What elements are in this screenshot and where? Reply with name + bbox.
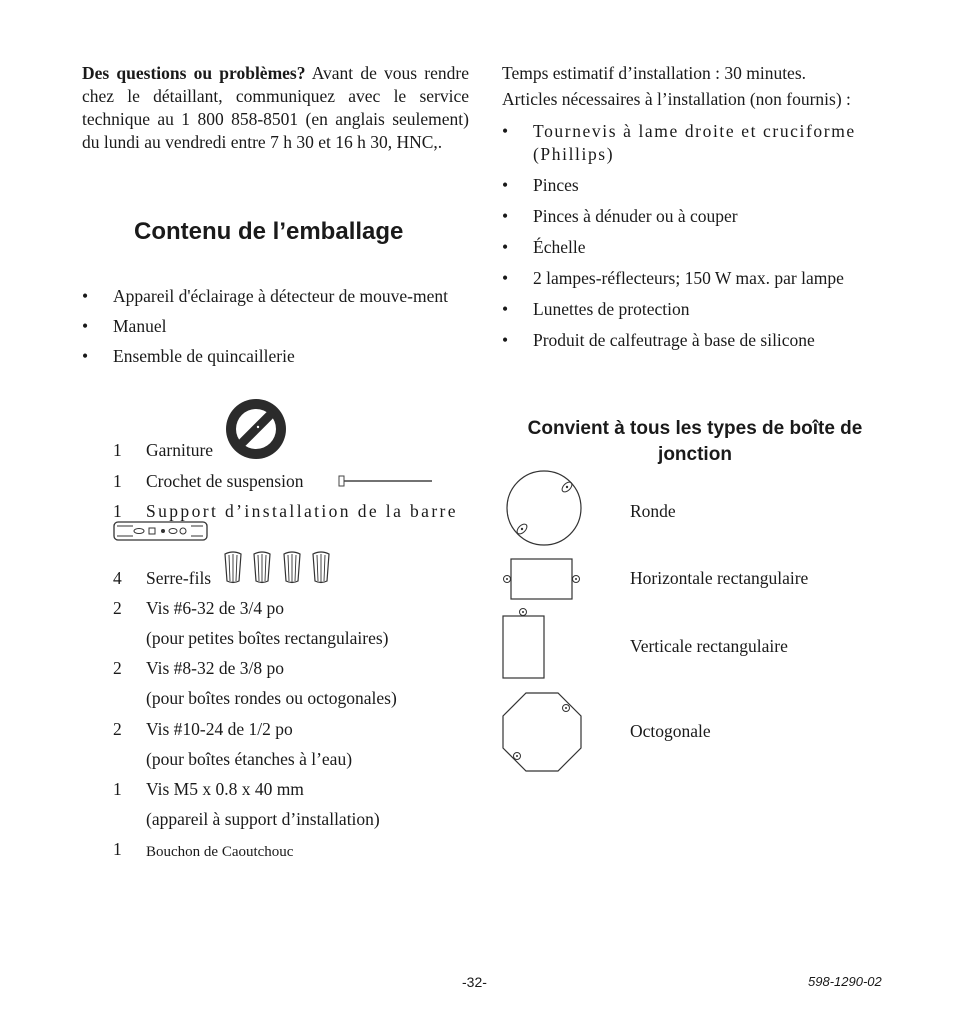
hardware-qty: 1 bbox=[113, 779, 122, 799]
hardware-desc: Support d’installation de la barre bbox=[146, 501, 458, 521]
mounting-bar-icon bbox=[113, 520, 209, 542]
tools-item-text: Tournevis à lame droite et cruciforme (Phillips) bbox=[533, 121, 856, 164]
hardware-qty: 1 bbox=[113, 501, 122, 521]
junction-box-heading: Convient à tous les types de boîte de jonction bbox=[527, 418, 863, 465]
hardware-desc: Bouchon de Caoutchouc bbox=[146, 844, 294, 860]
hardware-desc: Serre-fils bbox=[146, 568, 212, 588]
hardware-desc: Vis #8-32 de 3/8 po bbox=[146, 658, 284, 678]
tools-item: • Pinces à dénuder ou à couper bbox=[502, 205, 892, 228]
hardware-desc: (appareil à support d’installation) bbox=[146, 809, 380, 829]
hanging-hook-icon bbox=[338, 474, 434, 488]
box-type-label: Verticale rectangulaire bbox=[630, 636, 788, 656]
tools-item: • Échelle bbox=[502, 236, 892, 259]
intro-text: Avant de vous rendre chez le détaillant, communiquez avec le service technique au 1 800 858-8501 (en anglais seulement) du lundi au vendredi entre 7 h 30 et 16 h 30, HNC,. bbox=[82, 63, 469, 152]
trim-plate-icon bbox=[225, 398, 287, 460]
tools-item: • Produit de calfeutrage à base de silicone bbox=[502, 329, 892, 352]
hardware-qty: 4 bbox=[113, 568, 122, 588]
intro-bold-lead: Des questions ou problèmes? bbox=[82, 63, 306, 83]
page-number: -32- bbox=[462, 974, 487, 990]
hardware-desc: (pour boîtes étanches à l’eau) bbox=[146, 749, 353, 769]
box-type-label: Octogonale bbox=[630, 721, 711, 741]
round-box-icon bbox=[506, 470, 582, 546]
tools-item bbox=[502, 120, 892, 166]
box-type-label: Ronde bbox=[630, 501, 676, 521]
wire-nut-icon bbox=[281, 551, 303, 585]
hardware-qty: 1 bbox=[113, 471, 122, 491]
tools-item: • Lunettes de protection bbox=[502, 298, 892, 321]
tools-intro: Articles nécessaires à l’installation (non fournis) : bbox=[502, 89, 851, 109]
hardware-qty: 2 bbox=[113, 658, 122, 678]
hardware-qty: 2 bbox=[113, 719, 122, 739]
contents-heading: Contenu de l’emballage bbox=[134, 218, 404, 245]
install-time: Temps estimatif d’installation : 30 minutes. bbox=[502, 63, 807, 83]
tools-list bbox=[502, 120, 892, 360]
hardware-qty: 2 bbox=[113, 598, 122, 618]
tools-item: • Pinces bbox=[502, 174, 892, 197]
octagonal-box-icon bbox=[502, 692, 582, 772]
contents-item: • Ensemble de quincaillerie bbox=[82, 345, 469, 368]
wire-nut-icon bbox=[310, 551, 332, 585]
vertical-rect-box-icon bbox=[500, 605, 548, 683]
hardware-qty: 1 bbox=[113, 440, 122, 460]
hardware-desc: Vis #10-24 de 1/2 po bbox=[146, 719, 293, 739]
document-number: 598-1290-02 bbox=[808, 974, 882, 989]
box-type-label: Horizontale rectangulaire bbox=[630, 568, 809, 588]
hardware-desc: Vis M5 x 0.8 x 40 mm bbox=[146, 779, 304, 799]
hardware-qty: 1 bbox=[113, 839, 122, 859]
hardware-desc: Crochet de suspension bbox=[146, 471, 304, 491]
contents-item: • Appareil d'éclairage à détecteur de mouve-ment bbox=[82, 285, 469, 308]
wire-nut-icon bbox=[222, 551, 244, 585]
contents-item: • Manuel bbox=[82, 315, 469, 338]
tools-item: • 2 lampes-réflecteurs; 150 W max. par lampe bbox=[502, 267, 892, 290]
hardware-desc: Garniture bbox=[146, 440, 214, 460]
contents-list bbox=[82, 285, 469, 375]
hardware-desc: Vis #6-32 de 3/4 po bbox=[146, 598, 284, 618]
hardware-desc: (pour petites boîtes rectangulaires) bbox=[146, 628, 389, 648]
hardware-desc: (pour boîtes rondes ou octogonales) bbox=[146, 688, 397, 708]
intro-paragraph bbox=[82, 62, 469, 154]
wire-nut-icon bbox=[251, 551, 273, 585]
horizontal-rect-box-icon bbox=[500, 557, 582, 601]
